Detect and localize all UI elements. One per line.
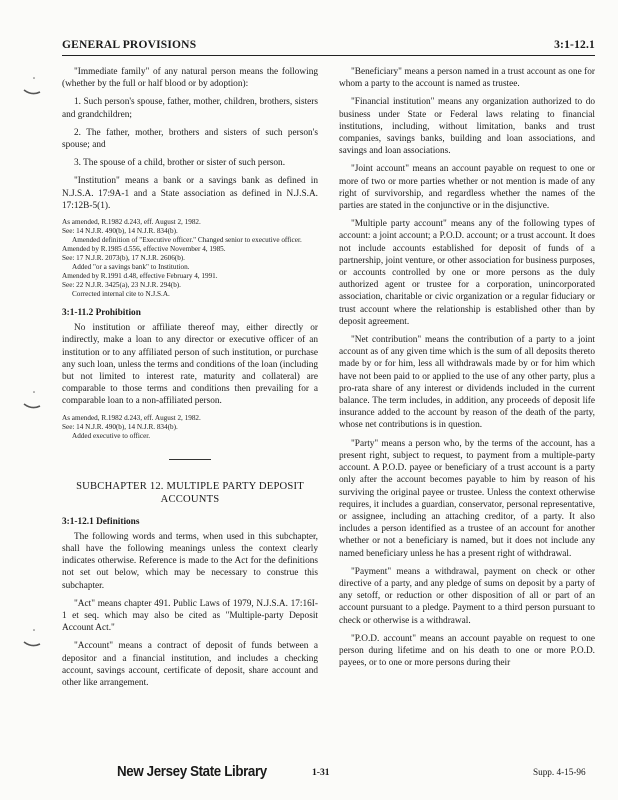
running-header	[62, 39, 595, 55]
def-pod-account: "P.O.D. account" means an account payable on request to one person during lifetime and on his death to one or more P.O.D. payees, or to one or more persons during their	[339, 633, 595, 669]
history-line: See: 14 N.J.R. 490(b), 14 N.J.R. 834(b).	[62, 422, 178, 431]
def-net-contribution: "Net contribution" means the contribution of a party to a joint account as of any given time which is the sum of all deposits thereto made by or for him, less all withdrawals made by or for him which have not been paid to or applied to the use of any other party, plus a pro-rata share of any interest or dividends included in the current balance. The term includes, in addition, any proceeds of deposit life insurance added to the account by reason of the death of the party, whose net contributions is in question.	[339, 335, 595, 431]
library-stamp: New Jersey State Library	[117, 764, 267, 780]
subchapter-title: SUBCHAPTER 12. MULTIPLE PARTY DEPOSIT ACCOUNTS	[76, 480, 304, 505]
history-line: Amended by R.1985 d.556, effective November 4, 1985.	[62, 245, 226, 254]
list-item: 1. Such person's spouse, father, mother, children, brothers, sisters and grandchildren;	[62, 97, 318, 120]
def-payment: "Payment" means a withdrawal, payment on check or other directive of a party, and any pledge of sums on deposit by a party of any setoff, or reduction or other disposition of all or part of an account pursuant to a pledge. Payment to a third person pursuant to check or otherwise is a withdrawal.	[339, 566, 595, 626]
punch-hole-icon	[22, 626, 42, 660]
punch-hole-mark	[22, 388, 42, 422]
def-multiple-party-account: "Multiple party account" means any of the following types of account: a joint account; a P.O.D. account; or a trust account. It does not include accounts established for deposit of funds of a partnership, joint venture, or other association for business purposes, or accounts controlled by one or more persons as the duly authorized agent or trustee for a corporation, unincorporated association, charitable or civic organization or a regular fiduciary or trust account where the relationship is established other than by deposit agreement.	[339, 219, 595, 327]
list-item: 3. The spouse of a child, brother or sister of such person.	[74, 158, 286, 169]
def-account: "Account" means a contract of deposit of funds between a depositor and a financial institution, and includes a checking account, savings account, certificate of deposit, share account and other like arrangement.	[62, 641, 318, 689]
def-immediate-family: "Immediate family" of any natural person means the following (whether by the full or half blood or by adoption):	[62, 67, 318, 90]
history-line: Amended definition of "Executive officer." Changed senior to executive officer.	[72, 236, 302, 245]
punch-hole-icon	[22, 388, 42, 422]
history-line: As amended, R.1982 d.243, eff. August 2, 1982.	[62, 413, 201, 422]
header-section-number: 3:1-12.1	[554, 39, 595, 51]
history-line: As amended, R.1982 d.243, eff. August 2, 1982.	[62, 218, 201, 227]
def-financial-institution: "Financial institution" means any organization authorized to do business under State or Federal laws relating to financial institutions, including, without limitation, banks and trust companies, savings banks, building and loan associations, and savings and loan associations.	[339, 97, 595, 157]
def-act: "Act" means chapter 491. Public Laws of 1979, N.J.S.A. 17:16I-1 et seq. which may also be cited as "Multiple-party Deposit Account Act."	[62, 598, 318, 634]
history-note	[62, 414, 318, 441]
history-line: Added executive to officer.	[72, 431, 151, 440]
def-beneficiary: "Beneficiary" means a person named in a trust account as one for whom a party to the account is named as trustee.	[339, 67, 595, 90]
def-party: "Party" means a person who, by the terms of the account, has a present right, subject to request, to payment from a multiple-party account. A P.O.D. payee or beneficiary of a trust account is a party only after the account becomes payable to him by reason of his surviving the original payee or trustee. Unless the context otherwise requires, it includes a guardian, conservator, personal representative, or assignee, including an attaching creditor, of a party. It also includes a person identified as a trustee of an account for another whether or not a beneficiary is named, but it does not include any named beneficiary unless he has a present right of withdrawal.	[339, 438, 595, 559]
section-intro: The following words and terms, when used in this subchapter, shall have the following meanings unless the context clearly indicates otherwise. Reference is made to the Act for the definitions not set out below, which may be necessary to construe this subchapter.	[62, 531, 318, 591]
history-line: See: 22 N.J.R. 3425(a), 23 N.J.R. 294(b).	[62, 281, 181, 290]
page-number: 1-31	[312, 767, 330, 778]
header-title: GENERAL PROVISIONS	[62, 39, 197, 51]
supplement-date: Supp. 4-15-96	[533, 767, 586, 777]
section-heading: 3:1-11.2 Prohibition	[62, 308, 141, 319]
punch-hole-icon	[22, 74, 42, 108]
history-line: Corrected internal cite to N.J.S.A.	[72, 290, 170, 299]
header-rule	[62, 55, 595, 56]
history-line: Amended by R.1991 d.48, effective February 4, 1991.	[62, 272, 218, 281]
section-heading: 3:1-12.1 Definitions	[62, 516, 140, 527]
def-joint-account: "Joint account" means an account payable on request to one or more of two or more parties whether or not mention is made of any right of survivorship, and regardless whether the names of the parties are stated in the conjunctive or in the disjunctive.	[339, 164, 595, 212]
section-body: No institution or affiliate thereof may, either directly or indirectly, make a loan to any director or executive officer of an institution or to any affiliated person of such institution, or purchase any such loan, unless the terms and conditions of the loan (including but not limited to interest rate, maturity and collateral) are comparable to those terms and conditions then prevailing for a comparable loan to a non-affiliated person.	[62, 323, 318, 407]
right-column	[339, 66, 595, 675]
punch-hole-mark	[22, 74, 42, 108]
history-line: Added "or a savings bank" to Institution.	[72, 263, 190, 272]
history-note	[62, 218, 318, 299]
def-institution: "Institution" means a bank or a savings bank as defined in N.J.S.A. 17:9A-1 and a State association as defined in N.J.S.A. 17:12B-5(1).	[62, 176, 318, 211]
section-divider	[169, 459, 211, 460]
list-item: 2. The father, mother, brothers and sisters of such person's spouse; and	[62, 127, 318, 151]
left-column	[62, 66, 318, 695]
history-line: See: 17 N.J.R. 2073(b), 17 N.J.R. 2606(b).	[62, 254, 185, 263]
history-line: See: 14 N.J.R. 490(b), 14 N.J.R. 834(b).	[62, 227, 178, 236]
punch-hole-mark	[22, 626, 42, 660]
